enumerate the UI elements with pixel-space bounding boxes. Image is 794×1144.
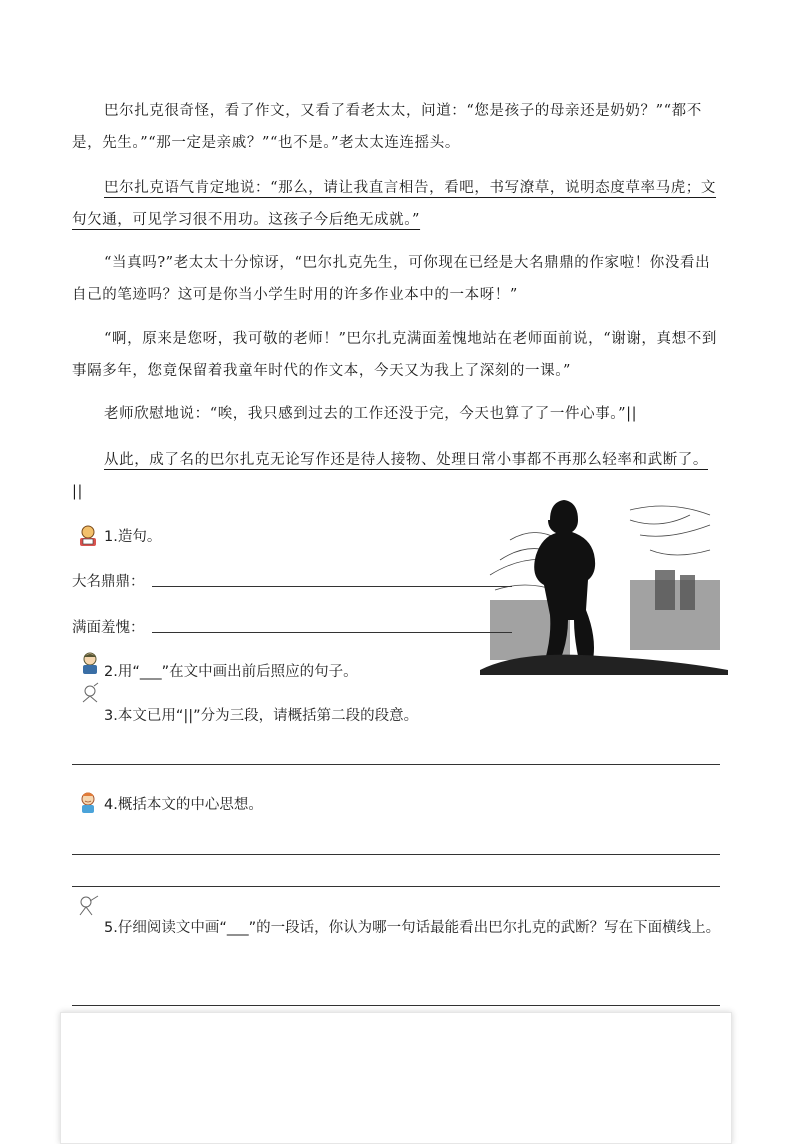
next-page-frame [60,1012,732,1144]
q4-answer-line-2[interactable] [72,886,720,887]
boy-icon [78,651,102,675]
smiling-child-icon [76,790,100,814]
child-reading-icon [76,524,100,548]
q1-item-b-answer-line[interactable] [152,632,512,633]
q1-item-a-label: 大名鼎鼎： [72,574,145,590]
balzac-silhouette-illustration [480,480,728,675]
passage-paragraph-1: 巴尔扎克很奇怪，看了作文，又看了看老太太，问道：“您是孩子的母亲还是奶奶？”“都不是，先生。”“那一定是亲戚？”“也不是。”老太太连连摇头。 [72,103,702,151]
question-3-text: 3.本文已用“||”分为三段，请概括第二段的段意。 [104,708,419,724]
q1-item-b-label: 满面羞愧： [72,620,145,636]
question-2-text: 2.用“___”在文中画出前后照应的句子。 [104,664,358,680]
girl-icon [78,682,102,706]
passage-paragraph-6-underlined: 从此，成了名的巴尔扎克无论写作还是待人接物、处理日常小事都不再那么轻率和武断了。 [104,452,708,468]
passage-paragraph-4: “啊，原来是您呀，我可敬的老师！”巴尔扎克满面羞愧地站在老师面前说，“谢谢，真想不到事隔多年，您竟保留着我童年时代的作文本，今天又为我上了深刻的一课。” [72,331,717,379]
question-1-text: 1.造句。 [104,529,162,545]
q5-answer-line[interactable] [72,1005,720,1006]
section-divider-mark: || [72,484,83,500]
passage-paragraph-2-underlined: 巴尔扎克语气肯定地说：“那么，请让我直言相告，看吧，书写潦草，说明态度草率马虎；文句欠通，可见学习很不用功。这孩子今后绝无成就。” [72,180,717,228]
q1-item-a-answer-line[interactable] [152,586,512,587]
passage-paragraph-3: “当真吗?”老太太十分惊讶，“巴尔扎克先生，可你现在已经是大名鼎鼎的作家啦！你没看出自己的笔迹吗？这可是你当小学生时用的许多作业本中的一本呀！” [72,255,711,303]
q4-answer-line-1[interactable] [72,854,720,855]
pointing-child-icon [76,893,100,917]
question-5-text: 5.仔细阅读文中画“___”的一段话，你认为哪一句话最能看出巴尔扎克的武断？写在下面横线上。 [104,920,721,936]
q3-answer-line[interactable] [72,764,720,765]
passage-paragraph-5: 老师欣慰地说：“唉，我只感到过去的工作还没于完，今天也算了了一件心事。”|| [104,406,638,422]
question-4-text: 4.概括本文的中心思想。 [104,797,263,813]
